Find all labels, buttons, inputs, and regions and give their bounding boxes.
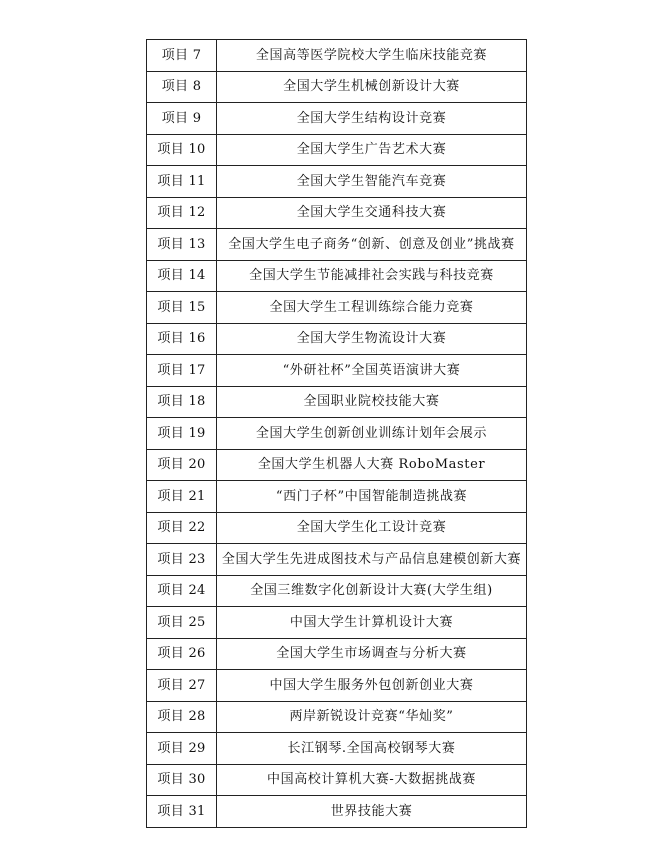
competition-name-cell: 全国大学生市场调查与分析大赛	[217, 638, 527, 670]
project-id-cell: 项目 15	[147, 292, 217, 324]
table-row	[147, 134, 527, 166]
project-id-cell: 项目 27	[147, 670, 217, 702]
project-id-cell: 项目 7	[147, 40, 217, 72]
table-row	[147, 449, 527, 481]
table-row	[147, 512, 527, 544]
table-row	[147, 418, 527, 450]
project-id-cell: 项目 30	[147, 764, 217, 796]
competition-name-cell: 全国大学生节能减排社会实践与科技竞赛	[217, 260, 527, 292]
competition-name-cell: 全国大学生电子商务“创新、创意及创业”挑战赛	[217, 229, 527, 261]
table-row	[147, 260, 527, 292]
competition-name-cell: 两岸新锐设计竞赛“华灿奖”	[217, 701, 527, 733]
project-id-cell: 项目 23	[147, 544, 217, 576]
table-row	[147, 323, 527, 355]
competition-name-cell: 全国大学生广告艺术大赛	[217, 134, 527, 166]
competition-table	[146, 39, 527, 828]
table-row	[147, 701, 527, 733]
project-id-cell: 项目 26	[147, 638, 217, 670]
competition-name-cell: 全国高等医学院校大学生临床技能竞赛	[217, 40, 527, 72]
project-id-cell: 项目 24	[147, 575, 217, 607]
competition-name-cell: 全国三维数字化创新设计大赛(大学生组)	[217, 575, 527, 607]
table-row	[147, 386, 527, 418]
table-row	[147, 607, 527, 639]
competition-name-cell: 全国大学生机械创新设计大赛	[217, 71, 527, 103]
table-row	[147, 796, 527, 828]
competition-name-cell: 全国大学生智能汽车竞赛	[217, 166, 527, 198]
project-id-cell: 项目 16	[147, 323, 217, 355]
table-row	[147, 103, 527, 135]
project-id-cell: 项目 9	[147, 103, 217, 135]
competition-name-cell: 长江钢琴.全国高校钢琴大赛	[217, 733, 527, 765]
table-row	[147, 40, 527, 72]
competition-name-cell: 全国大学生创新创业训练计划年会展示	[217, 418, 527, 450]
project-id-cell: 项目 31	[147, 796, 217, 828]
competition-name-cell: 中国大学生计算机设计大赛	[217, 607, 527, 639]
competition-name-cell: “西门子杯”中国智能制造挑战赛	[217, 481, 527, 513]
competition-name-cell: “外研社杯”全国英语演讲大赛	[217, 355, 527, 387]
project-id-cell: 项目 25	[147, 607, 217, 639]
project-id-cell: 项目 11	[147, 166, 217, 198]
competition-name-cell: 全国大学生结构设计竞赛	[217, 103, 527, 135]
competition-name-cell: 全国大学生工程训练综合能力竞赛	[217, 292, 527, 324]
table-row	[147, 544, 527, 576]
project-id-cell: 项目 29	[147, 733, 217, 765]
table-row	[147, 670, 527, 702]
competition-name-cell: 世界技能大赛	[217, 796, 527, 828]
competition-name-cell: 全国职业院校技能大赛	[217, 386, 527, 418]
project-id-cell: 项目 18	[147, 386, 217, 418]
competition-name-cell: 全国大学生先进成图技术与产品信息建模创新大赛	[217, 544, 527, 576]
table-row	[147, 197, 527, 229]
competition-name-cell: 中国高校计算机大赛-大数据挑战赛	[217, 764, 527, 796]
project-id-cell: 项目 19	[147, 418, 217, 450]
table-row	[147, 733, 527, 765]
competition-name-cell: 全国大学生机器人大赛 RoboMaster	[217, 449, 527, 481]
project-id-cell: 项目 14	[147, 260, 217, 292]
table-row	[147, 71, 527, 103]
project-id-cell: 项目 10	[147, 134, 217, 166]
project-id-cell: 项目 13	[147, 229, 217, 261]
table-row	[147, 638, 527, 670]
project-id-cell: 项目 28	[147, 701, 217, 733]
table-row	[147, 166, 527, 198]
table-row	[147, 575, 527, 607]
project-id-cell: 项目 21	[147, 481, 217, 513]
competition-name-cell: 全国大学生物流设计大赛	[217, 323, 527, 355]
table-row	[147, 229, 527, 261]
table-row	[147, 481, 527, 513]
project-id-cell: 项目 22	[147, 512, 217, 544]
project-id-cell: 项目 12	[147, 197, 217, 229]
competition-table-body	[147, 40, 527, 828]
table-row	[147, 292, 527, 324]
project-id-cell: 项目 20	[147, 449, 217, 481]
competition-name-cell: 中国大学生服务外包创新创业大赛	[217, 670, 527, 702]
table-row	[147, 764, 527, 796]
project-id-cell: 项目 17	[147, 355, 217, 387]
competition-name-cell: 全国大学生交通科技大赛	[217, 197, 527, 229]
project-id-cell: 项目 8	[147, 71, 217, 103]
table-row	[147, 355, 527, 387]
competition-name-cell: 全国大学生化工设计竞赛	[217, 512, 527, 544]
